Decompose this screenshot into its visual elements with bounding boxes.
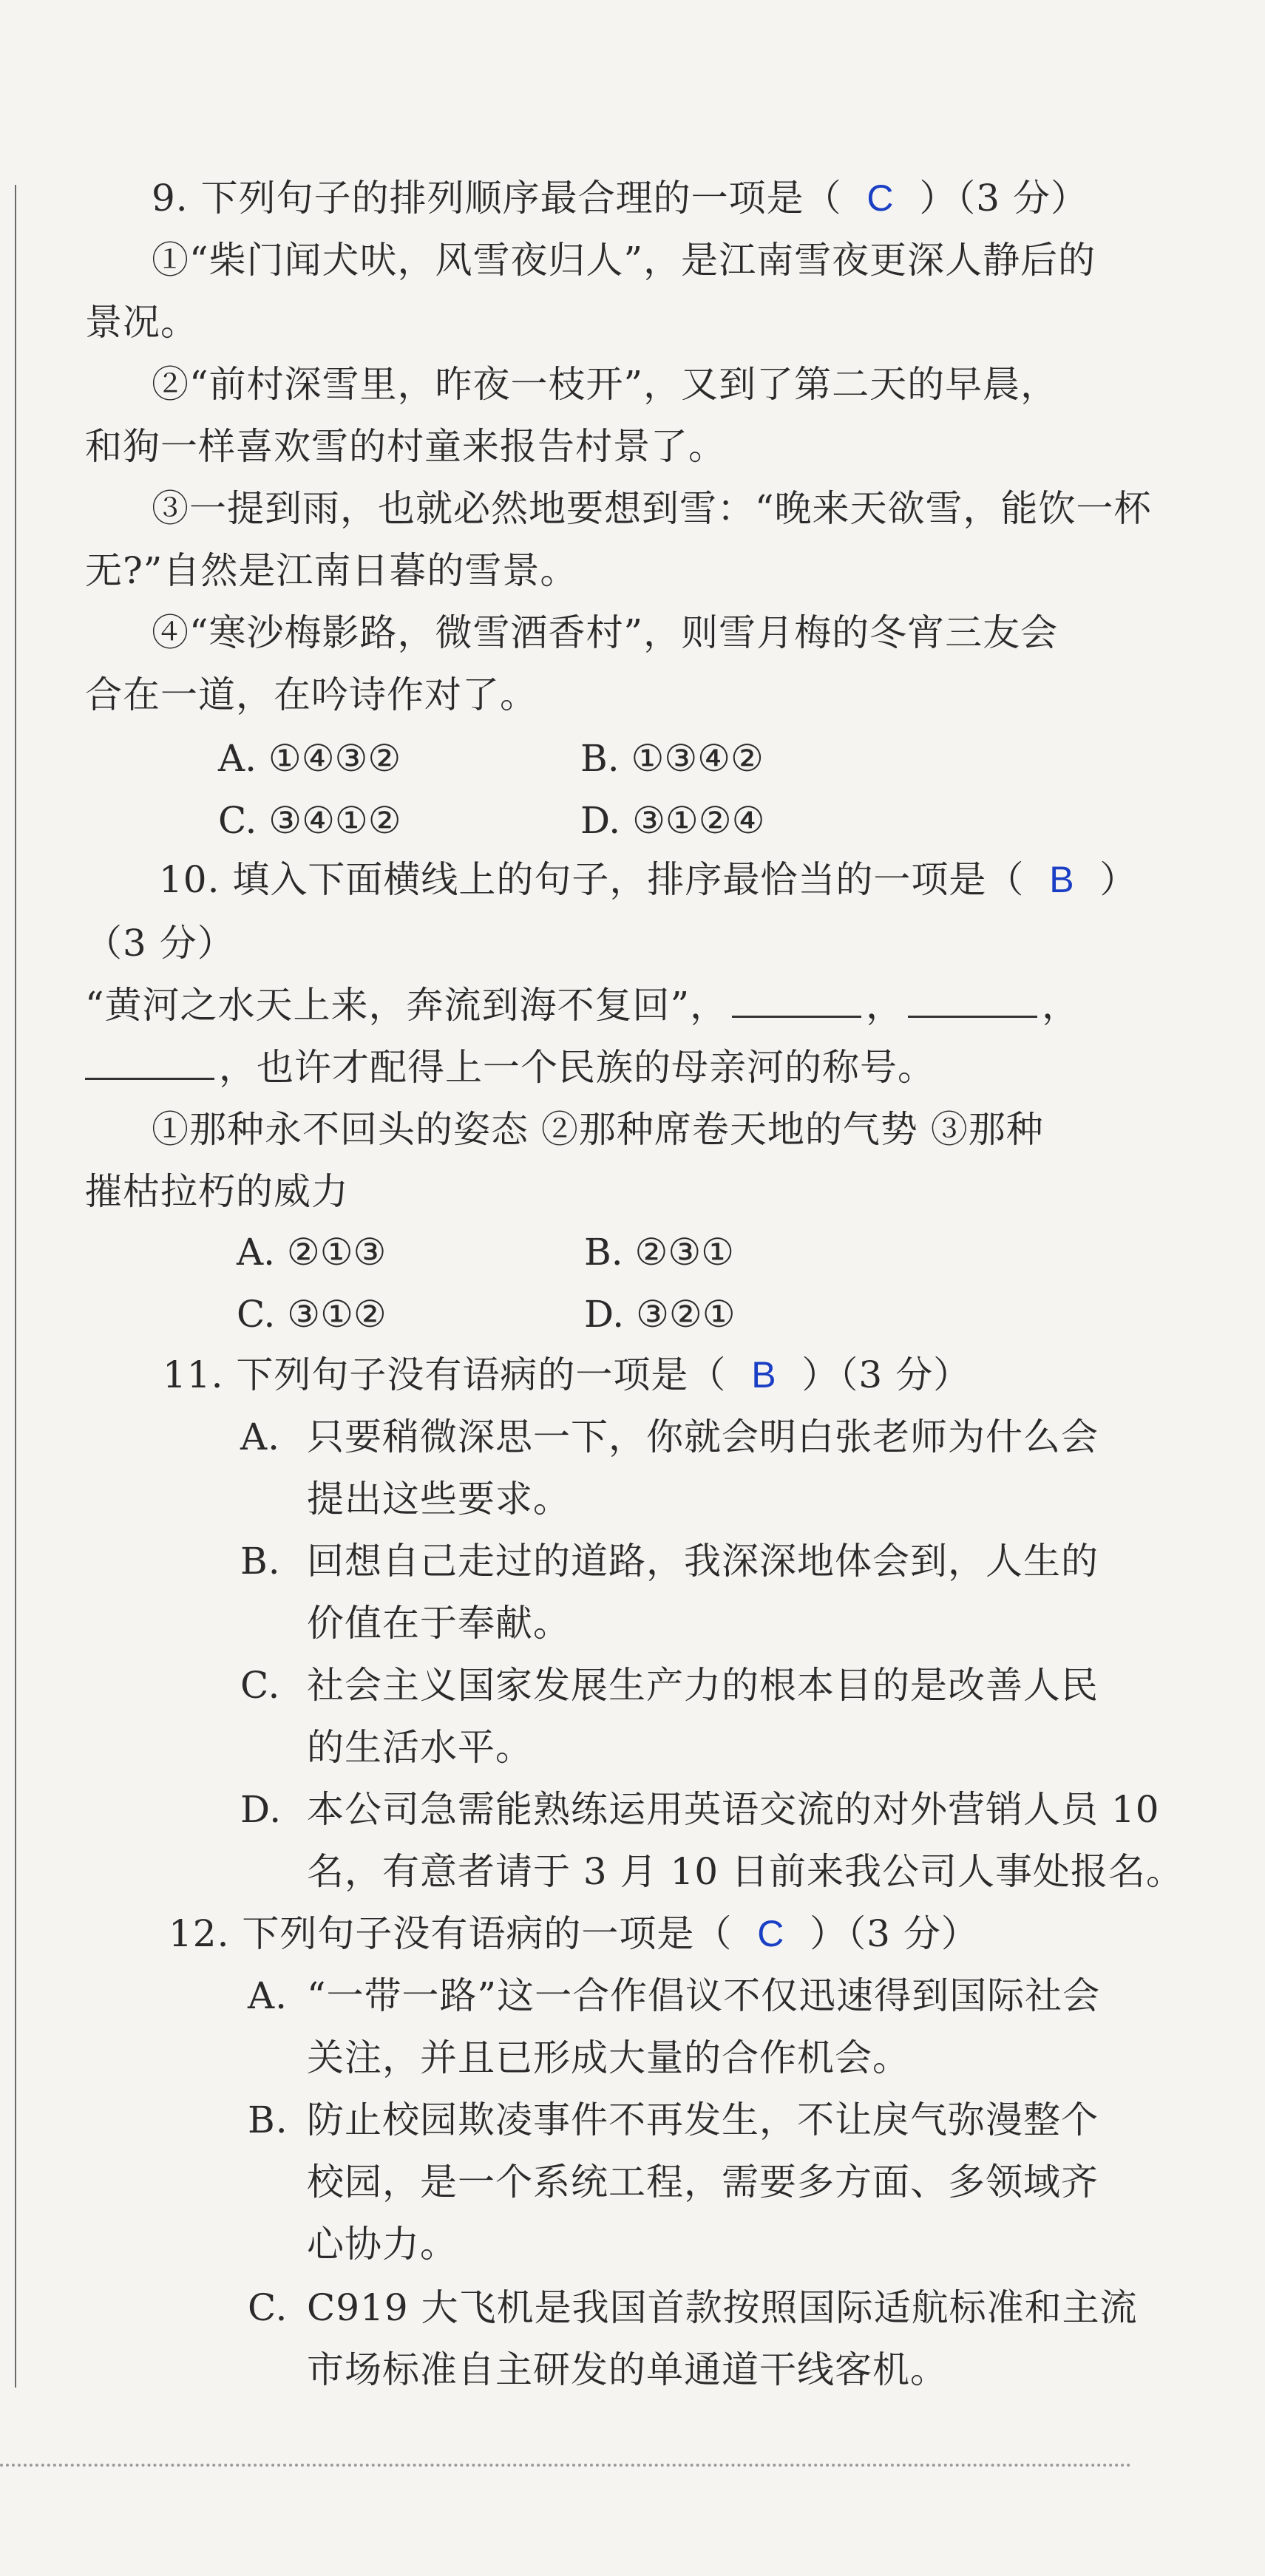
q12-option-b-label: B. xyxy=(248,2098,288,2141)
q9-answer: C xyxy=(866,177,895,219)
q9-stem xyxy=(152,176,1088,220)
q9-item4-line2: 合在一道，在吟诗作对了。 xyxy=(85,673,537,716)
q10-blank-1 xyxy=(732,983,861,1018)
q9-option-d: D. ③①②④ xyxy=(580,799,765,842)
q12-option-a-line2: 关注，并且已形成大量的合作机会。 xyxy=(307,2036,910,2079)
q9-item1-line2: 景况。 xyxy=(85,301,198,344)
q9-suffix: ）（3 分） xyxy=(919,177,1089,220)
q9-item1-line1: ①“柴门闻犬吠，风雪夜归人”，是江南雪夜更深人静后的 xyxy=(152,239,1096,282)
q12-stem xyxy=(169,1911,979,1956)
q11-option-a-line2: 提出这些要求。 xyxy=(307,1478,571,1520)
q9-item4-line1: ④“寒沙梅影路，微雪酒香村”，则雪月梅的冬宵三友会 xyxy=(152,611,1059,654)
q12-option-c-label: C. xyxy=(248,2286,288,2329)
q12-option-a-label: A. xyxy=(248,1974,288,2017)
q10-stem-line2 xyxy=(85,1045,935,1090)
q10-suffix: ） xyxy=(1099,858,1138,901)
q11-suffix: ）（3 分） xyxy=(801,1353,971,1396)
q9-prefix: 9. 下列句子的排列顺序最合理的一项是（ xyxy=(152,177,842,220)
q9-option-c: C. ③④①② xyxy=(218,799,401,842)
q9-option-a: A. ①④③② xyxy=(218,737,401,780)
q10-stem-tail: ，也许才配得上一个民族的母亲河的称号。 xyxy=(219,1046,935,1089)
q10-separator-2: ， xyxy=(1042,984,1080,1027)
q11-option-a-line1: 只要稍微深思一下，你就会明白张老师为什么会 xyxy=(307,1416,1099,1458)
q10-option-d: D. ③②① xyxy=(584,1293,736,1336)
q11-option-c-label: C. xyxy=(240,1664,281,1707)
q9-item3-line1: ③一提到雨，也就必然地要想到雪：“晚来天欲雪，能饮一杯 xyxy=(152,487,1152,530)
q10-option-c: C. ③①② xyxy=(237,1293,387,1336)
q10-option-b: B. ②③① xyxy=(584,1231,735,1274)
q10-option-a: A. ②①③ xyxy=(237,1231,387,1274)
q12-answer: C xyxy=(757,1913,785,1954)
q10-items-line2: 摧枯拉朽的威力 xyxy=(85,1170,349,1213)
q10-blank-3 xyxy=(85,1045,214,1080)
q10-prefix: 10. 填入下面横线上的句子，排序最恰当的一项是（ xyxy=(159,858,1025,901)
q12-prefix: 12. 下列句子没有语病的一项是（ xyxy=(169,1912,733,1955)
q12-option-b-line1: 防止校园欺凌事件不再发生，不让戾气弥漫整个 xyxy=(307,2098,1099,2141)
q11-option-d-label: D. xyxy=(240,1788,282,1831)
q9-item3-line2: 无?”自然是江南日暮的雪景。 xyxy=(85,549,578,592)
q11-option-d-line1: 本公司急需能熟练运用英语交流的对外营销人员 10 xyxy=(307,1788,1160,1831)
q12-option-b-line2: 校园，是一个系统工程，需要多方面、多领域齐 xyxy=(307,2161,1099,2203)
q11-option-c-line2: 的生活水平。 xyxy=(307,1726,533,1769)
q10-stem-quote: “黄河之水天上来，奔流到海不复回”， xyxy=(85,984,728,1027)
q11-answer: B xyxy=(751,1354,777,1396)
q10-stem xyxy=(159,857,1137,902)
q11-option-b-line2: 价值在于奉献。 xyxy=(307,1602,571,1645)
q12-option-b-line3: 心协力。 xyxy=(307,2223,458,2266)
q11-stem xyxy=(163,1353,971,1397)
q11-option-c-line1: 社会主义国家发展生产力的根本目的是改善人民 xyxy=(307,1664,1099,1707)
q11-option-b-label: B. xyxy=(240,1540,281,1583)
q10-blank-2 xyxy=(908,983,1037,1018)
q9-option-b: B. ①③④② xyxy=(580,737,764,780)
q9-item2-line2: 和狗一样喜欢雪的村童来报告村景了。 xyxy=(85,425,726,468)
bottom-dotted-divider xyxy=(0,2464,1131,2467)
q10-separator-1: ， xyxy=(866,984,904,1027)
q9-item2-line1: ②“前村深雪里，昨夜一枝开”，又到了第二天的早晨， xyxy=(152,363,1059,406)
q12-suffix: ）（3 分） xyxy=(810,1912,979,1955)
q11-option-a-label: A. xyxy=(240,1416,281,1458)
q10-stem-line1 xyxy=(85,983,1079,1027)
q12-option-c-line2: 市场标准自主研发的单通道干线客机。 xyxy=(307,2348,948,2391)
q11-option-b-line1: 回想自己走过的道路，我深深地体会到，人生的 xyxy=(307,1540,1099,1583)
left-margin-line xyxy=(15,185,16,2388)
q12-option-c-line1: C919 大飞机是我国首款按照国际适航标准和主流 xyxy=(307,2286,1138,2329)
q12-option-a-line1: “一带一路”这一合作倡议不仅迅速得到国际社会 xyxy=(307,1974,1101,2017)
q11-option-d-line2: 名，有意者请于 3 月 10 日前来我公司人事处报名。 xyxy=(307,1850,1184,1893)
q10-items-line1: ①那种永不回头的姿态 ②那种席卷天地的气势 ③那种 xyxy=(152,1108,1044,1151)
q11-prefix: 11. 下列句子没有语病的一项是（ xyxy=(163,1353,727,1396)
q10-answer: B xyxy=(1049,859,1075,900)
q10-score: （3 分） xyxy=(85,922,235,965)
